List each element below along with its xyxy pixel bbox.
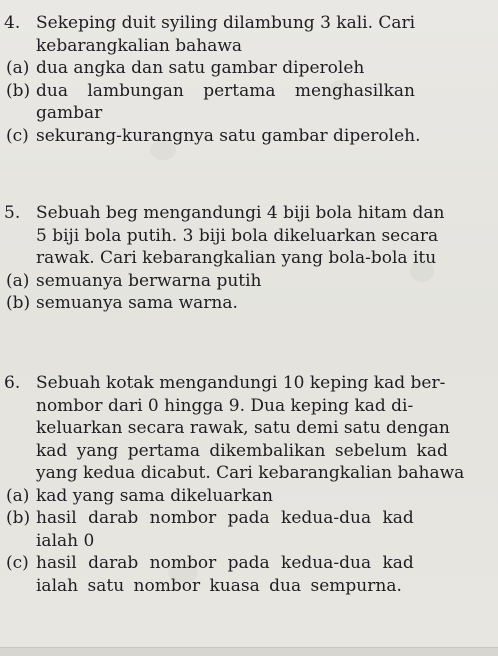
part-text-line: hasil darab nombor pada kedua-dua kad bbox=[36, 553, 414, 573]
page-bottom-edge bbox=[0, 647, 498, 656]
question-text-line: Sebuah kotak mengandungi 10 keping kad ber- bbox=[36, 373, 446, 393]
question-text-line: kebarangkalian bahawa bbox=[36, 35, 243, 56]
question-5 bbox=[0, 202, 492, 315]
question-part-c bbox=[0, 552, 492, 597]
part-text-line: dua lambungan pertama menghasilkan bbox=[36, 80, 415, 101]
question-4 bbox=[0, 12, 492, 147]
part-text-line: kad yang sama dikeluarkan bbox=[36, 485, 273, 506]
part-label: (a) bbox=[6, 58, 30, 78]
part-text-line: dua angka dan satu gambar diperoleh bbox=[36, 58, 365, 78]
question-text-line: yang kedua dicabut. Cari kebarangkalian bahawa bbox=[36, 463, 465, 483]
part-label: (c) bbox=[6, 553, 29, 573]
question-text-line bbox=[0, 12, 492, 35]
part-text-line: ialah 0 bbox=[36, 530, 95, 551]
part-label: (b) bbox=[6, 293, 31, 313]
question-part-b bbox=[0, 292, 492, 315]
part-text-line: hasil darab nombor pada kedua-dua kad bbox=[36, 508, 414, 528]
part-text-line: semuanya berwarna putih bbox=[36, 270, 262, 291]
question-part-c bbox=[0, 125, 492, 148]
question-text-line: rawak. Cari kebarangkalian yang bola-bola itu bbox=[36, 248, 437, 268]
text-segment: Sekeping duit syiling dilambung 3 kali. Cari bbox=[36, 13, 416, 33]
question-text-line: nombor dari 0 hingga 9. Dua keping kad di- bbox=[36, 395, 414, 416]
question-number: 4. bbox=[4, 13, 21, 33]
part-label: (b) bbox=[6, 80, 31, 101]
question-text-line: kad yang pertama dikembalikan sebelum kad bbox=[36, 440, 448, 461]
question-text-line: Sebuah beg mengandungi 4 biji bola hitam dan bbox=[36, 203, 445, 223]
question-text-line: 5 biji bola putih. 3 biji bola dikeluarkan secara bbox=[36, 225, 439, 246]
question-part-b bbox=[0, 80, 492, 125]
part-text-line: gambar bbox=[36, 103, 103, 123]
question-number: 6. bbox=[4, 373, 21, 393]
part-label: (c) bbox=[6, 125, 29, 146]
part-text-line: ialah satu nombor kuasa dua sempurna. bbox=[36, 575, 402, 596]
question-6 bbox=[0, 372, 492, 597]
part-label: (a) bbox=[6, 270, 30, 291]
part-text-line: semuanya sama warna. bbox=[36, 293, 238, 313]
question-part-a bbox=[0, 485, 492, 508]
question-text-line: keluarkan secara rawak, satu demi satu dengan bbox=[36, 418, 450, 438]
question-part-b bbox=[0, 507, 492, 552]
part-label: (b) bbox=[6, 508, 31, 528]
question-part-a bbox=[0, 270, 492, 293]
question-number: 5. bbox=[4, 203, 21, 223]
question-part-a bbox=[0, 57, 492, 80]
part-label: (a) bbox=[6, 485, 30, 506]
part-text-line: sekurang-kurangnya satu gambar diperoleh. bbox=[36, 125, 421, 146]
